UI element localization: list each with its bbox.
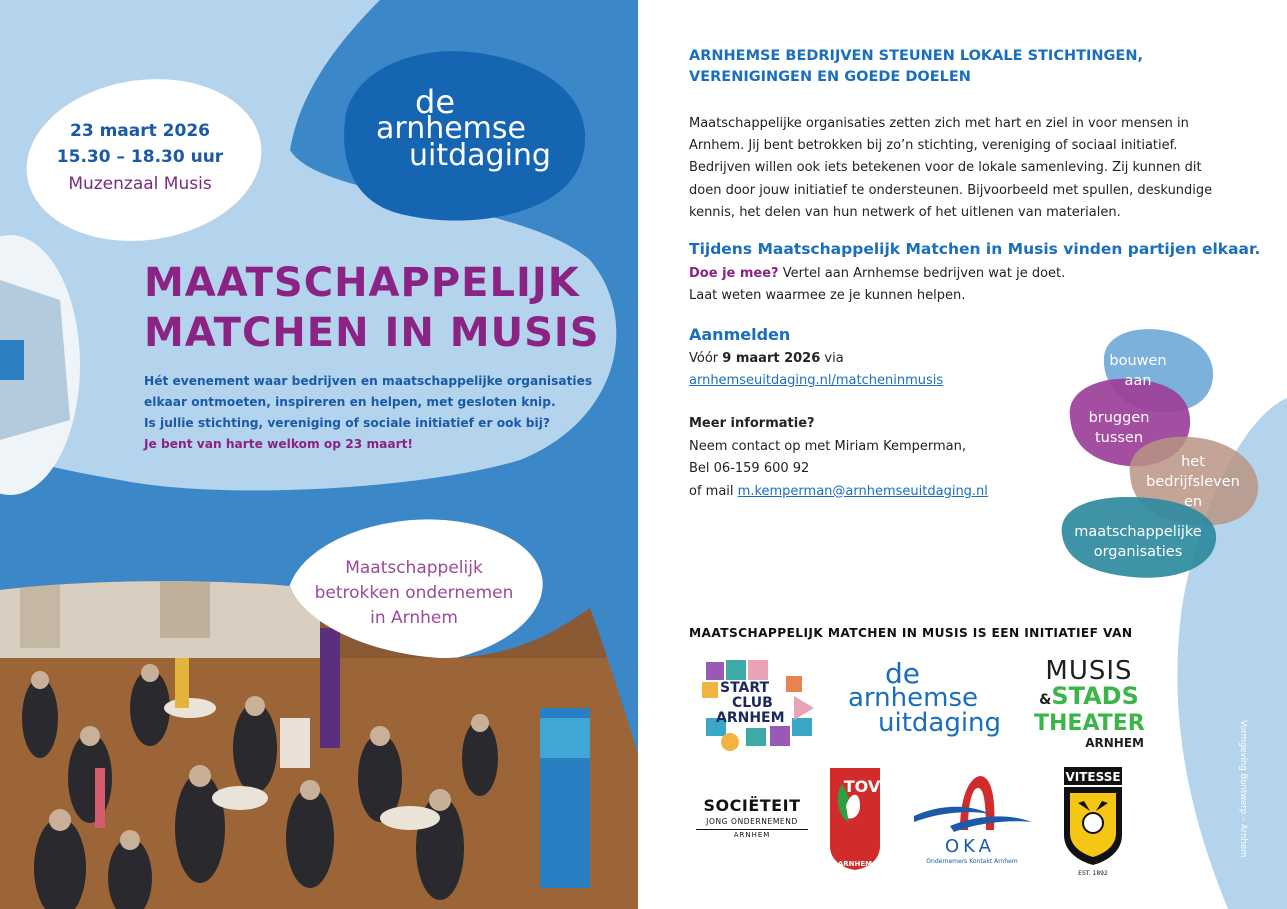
- tov-logo: [826, 766, 884, 872]
- blob-word: tussen: [1094, 430, 1144, 446]
- body-line: doen door jouw initiatief te ondersteunen. Bijvoorbeeld met spullen, deskundige: [689, 182, 1213, 198]
- right-heading-line1: ARNHEMSE BEDRIJVEN STEUNEN LOKALE STICHTINGEN,: [689, 48, 1143, 64]
- register-post: via: [820, 351, 844, 366]
- tagline-line3: in Arnhem: [370, 608, 458, 628]
- societeit-subtitle: JONG ONDERNEMEND: [706, 817, 798, 826]
- event-time: 15.30 – 18.30 uur: [56, 147, 224, 167]
- intro-line4: Je bent van harte welkom op 23 maart!: [144, 437, 413, 451]
- cta-bold: Doe je mee?: [689, 266, 779, 281]
- blob-word: maatschappelijke: [1074, 524, 1202, 540]
- societeit-title: SOCIËTEIT: [703, 796, 801, 815]
- logo-line-arnhemse: arnhemse: [376, 111, 526, 146]
- main-title: [144, 258, 600, 358]
- right-heading-line2: VERENIGINGEN EN GOEDE DOELEN: [689, 69, 971, 85]
- musis-logo: [1034, 658, 1144, 750]
- arnhemse-uitdaging-logo: [360, 83, 590, 173]
- blob-word: aan: [1124, 373, 1152, 389]
- register-pre: Vóór: [689, 351, 723, 366]
- contact-heading: Meer informatie?: [689, 416, 815, 431]
- vitesse-logo: [1060, 765, 1126, 877]
- societeit-city: ARNHEM: [696, 829, 808, 839]
- event-venue: Muzenzaal Musis: [68, 174, 212, 194]
- startclub-start: START: [720, 680, 770, 696]
- body-line: Bedrijven willen ook iets betekenen voor de lokale samenleving. Zij kunnen dit: [689, 160, 1202, 176]
- subheading: Tijdens Maatschappelijk Matchen in Musis vinden partijen elkaar.: [689, 240, 1261, 258]
- blob-word: bedrijfsleven: [1146, 474, 1240, 490]
- blob-word: organisaties: [1093, 544, 1183, 560]
- blob-word: het: [1181, 454, 1205, 470]
- right-panel: [638, 0, 1287, 909]
- main-title-line1: MAATSCHAPPELIJK: [144, 260, 580, 306]
- body-line: Arnhem. Jij bent betrokken bij zo’n stichting, vereniging of sociaal initiatief.: [689, 138, 1178, 154]
- vitesse-name: VITESSE: [1065, 770, 1121, 784]
- cta-text: Vertel aan Arnhemse bedrijven wat je doet.: [778, 266, 1066, 281]
- register-block: [689, 348, 943, 392]
- musis-theater: THEATER: [1034, 711, 1145, 736]
- musis-arnhem: ARNHEM: [1085, 736, 1144, 750]
- designer-credit: [1234, 720, 1248, 880]
- event-date: 23 maart 2026: [70, 121, 210, 141]
- blob-text-3: [1128, 452, 1258, 512]
- intro-line1: Hét evenement waar bedrijven en maatschappelijke organisaties: [144, 374, 593, 388]
- societeit-logo: [690, 796, 814, 839]
- uitdaging-arnhemse: arnhemse: [848, 683, 978, 713]
- intro-text: [144, 371, 592, 455]
- contact-person: Neem contact op met Miriam Kemperman,: [689, 438, 966, 454]
- uitdaging-uitdaging: uitdaging: [878, 708, 1002, 738]
- intro-line3: Is jullie stichting, vereniging of sociale initiatief er ook bij?: [144, 416, 550, 430]
- startclub-club: CLUB: [732, 695, 773, 711]
- contact-info: [689, 413, 988, 503]
- blob-text-1: [1093, 351, 1183, 391]
- designer-credit-text: Vormgeving Bontwerp – Arnhem: [1238, 720, 1248, 858]
- logo-line-uitdaging: uitdaging: [409, 138, 551, 173]
- initiative-title: MAATSCHAPPELIJK MATCHEN IN MUSIS IS EEN INITIATIEF VAN: [689, 626, 1133, 640]
- intro-line2: elkaar ontmoeten, inspireren en helpen, met gesloten knip.: [144, 395, 556, 409]
- contact-email-link[interactable]: m.kemperman@arnhemseuitdaging.nl: [737, 483, 988, 499]
- contact-mail-prefix: of mail: [689, 483, 738, 499]
- left-panel: [0, 0, 638, 909]
- musis-stads: STADS: [1051, 682, 1139, 710]
- blob-text-4: [1063, 522, 1213, 562]
- register-heading: Aanmelden: [689, 325, 791, 344]
- blob-word: bouwen: [1109, 353, 1167, 369]
- blob-word: en: [1183, 494, 1203, 510]
- contact-phone: Bel 06-159 600 92: [689, 461, 810, 476]
- main-title-line2: MATCHEN IN MUSIS: [144, 310, 600, 356]
- musis-musis: MUSIS: [1045, 656, 1133, 686]
- vitesse-est: EST. 1892: [1078, 870, 1108, 877]
- blob-text-2: [1064, 408, 1174, 448]
- body-line: Maatschappelijke organisaties zetten zich met hart en ziel in voor mensen in: [689, 116, 1189, 131]
- blob-word: bruggen: [1088, 410, 1150, 426]
- cta-line2: Laat weten waarmee ze je kunnen helpen.: [689, 288, 966, 303]
- startclub-arnhem: ARNHEM: [716, 710, 785, 726]
- uitdaging-de: de: [885, 657, 920, 690]
- oka-logo: [910, 770, 1034, 866]
- tagline-line1: Maatschappelijk: [345, 558, 483, 578]
- body-paragraph: [689, 113, 1249, 224]
- uitdaging-logo-small: [848, 657, 1002, 738]
- tov-letters: TOV: [843, 777, 881, 796]
- call-to-action: [689, 263, 1065, 307]
- logo-line-de: de: [415, 83, 455, 121]
- tagline: [296, 556, 532, 631]
- event-details: [40, 118, 240, 198]
- musis-amp: &: [1039, 692, 1052, 708]
- oka-letters: OKA: [945, 836, 995, 857]
- body-line: kennis, het delen van hun netwerk of het uitlenen van materialen.: [689, 204, 1121, 220]
- startclub-logo: [696, 656, 818, 752]
- register-deadline: 9 maart 2026: [722, 351, 821, 366]
- oka-subtitle: Ondernemers Kontakt Arnhem: [926, 858, 1018, 865]
- tov-arnhem: ARNHEM: [837, 860, 873, 868]
- register-link[interactable]: arnhemseuitdaging.nl/matcheninmusis: [689, 373, 944, 388]
- right-heading: [689, 46, 1143, 88]
- tagline-line2: betrokken ondernemen: [314, 583, 514, 603]
